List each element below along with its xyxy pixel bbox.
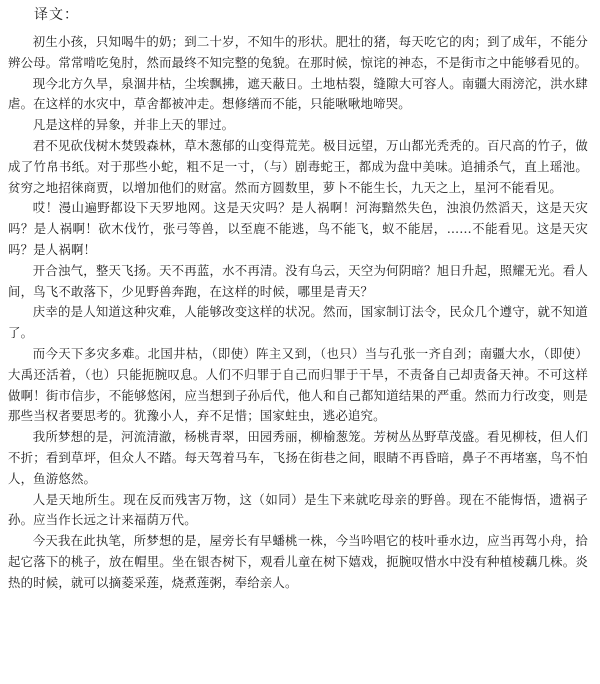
paragraph-11: 今天我在此执笔，所梦想的是，屋旁长有早蟠桃一株，今当吟唱它的枝叶垂水边，应当再驾小舟，拾起它落下的桃子，放在帽里。坐在银杏树下，观看儿童在树下嬉戏，扼腕叹惜水中没有种植棱藕几株。炎热的时候，就可以摘菱采莲，烧煮莲粥，奉给亲人。 xyxy=(8,533,588,590)
paragraph-3: 凡是这样的异象，并非上天的罪过。 xyxy=(32,117,235,133)
paragraph-1: 初生小孩，只知喝牛的奶；到二十岁，不知牛的形状。肥壮的猪，每天吃它的肉；到了成年，不能分辨公母。常常啃吃兔肘，然而最终不知完整的兔貌。在那时候，惊诧的神态，不是街市之中能够看见的。 xyxy=(8,34,588,70)
document-heading: 译文： xyxy=(34,7,79,23)
paragraph-7: 庆幸的是人知道这种灾难，人能够改变这样的状况。然而，国家制订法令，民众几个遵守，就不知道了。 xyxy=(8,304,588,341)
document-body xyxy=(8,32,588,594)
paragraph-10: 人是天地所生。现在反而残害万物，这（如同）是生下来就吃母亲的野兽。现在不能悔悟，遗祸子孙。应当作长远之计来福荫万代。 xyxy=(8,491,588,528)
paragraph-9: 我所梦想的是，河流清澈，杨桃青翠，田园秀丽，柳榆葱笼。芳树丛丛野草茂盛。看见柳枝，但人们不折；看到草坪，但众人不踏。每天驾着马车，飞扬在街巷之间，眼睛不再昏暗，鼻子不再堵塞，鸟不怕人，鱼游悠然。 xyxy=(8,429,588,486)
paragraph-5: 哎！漫山遍野都设下天罗地网。这是天灾吗？是人祸啊！河海黯然失色，浊浪仍然滔天，这是天灾吗？是人祸啊！砍木伐竹，张弓等兽，以至鹿不能逃，鸟不能飞，蚁不能居，……不能看见。这是天灾吗？是人祸啊！ xyxy=(8,200,588,257)
paragraph-6: 开合浊气，整天飞扬。天不再蓝，水不再清。没有乌云，天空为何阴暗？旭日升起，照耀无光。看人间，鸟飞不敢落下，少见野兽奔跑，在这样的时候，哪里是青天？ xyxy=(8,262,588,299)
paragraph-4: 君不见砍伐树木焚毁森林，草木葱郁的山变得荒芜。极目远望，万山都光秃秃的。百尺高的竹子，做成了竹帛书纸。对于那些小蛇，粗不足一寸，（与）剧毒蛇王，都成为盘中美味。追捕杀气，直上瑶池。贫穷之地招徕商贾，以增加他们的财富。然而方圆数里，萝卜不能生长，九天之上，星河不能看见。 xyxy=(8,137,588,195)
paragraph-2: 现今北方久旱，泉涸井枯，尘埃飘拂，遮天蔽日。土地枯裂，缝隙大可容人。南疆大雨滂沱，洪水肆虐。在这样的水灾中，草舍都被冲走。想修缮而不能，只能啾啾地啼哭。 xyxy=(8,75,588,112)
paragraph-8: 而今天下多灾多难。北国井枯，（即使）阵主又到，（也只）当与孔张一齐自刭；南疆大水，（即使）大禹还活着，（也）只能扼腕叹息。人们不归罪于自己而归罪于干旱，不责备自己却责备天神。不可这样做啊！街市信步，不能够悠闲，应当想到子孙后代，他人和自己都知道结果的严重。然而力行改变，则是那些当权者要思考的。犹豫小人，弃不足惜；国家蛀虫，逃必追究。 xyxy=(8,345,588,424)
